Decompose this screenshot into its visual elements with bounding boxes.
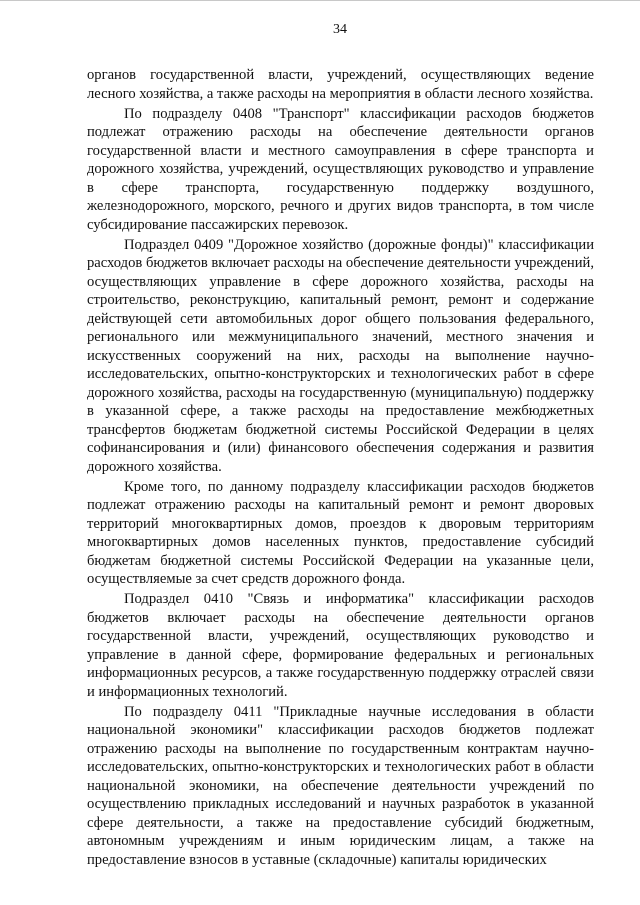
paragraph-road-fund-repairs: Кроме того, по данному подразделу классификации расходов бюджетов подлежат отражению расходы на капитальный ремонт и ремонт дворовых территорий многоквартирных домов, проездов к дворовым территориям многоквартирных домов населенных пунктов, предоставление субсидий бюджетам бюджетной системы Российской Федерации на указанные цели, осуществляемые за счет средств дорожного фонда. xyxy=(87,478,594,587)
paragraph-0409-road-economy: Подраздел 0409 "Дорожное хозяйство (дорожные фонды)" классификации расходов бюджетов включает расходы на обеспечение деятельности учреждений, осуществляющих управление в сфере дорожного хозяйства, расходы на строительство, реконструкцию, капитальный ремонт, ремонт и содержание действующей сети автомобильных дорог общего пользования федерального, регионального или межмуниципального значений, местного значения и искусственных сооружений на них, расходы на выполнение научно-исследовательских, опытно-конструкторских и технологических работ в сфере дорожного хозяйства, расходы на государственную (муниципальную) поддержку в указанной сфере, а также расходы на предоставление межбюджетных трансфертов бюджетам бюджетной системы Российской Федерации в целях софинансирования и (или) финансового обеспечения содержания и развития дорожного хозяйства. xyxy=(87,236,594,475)
page-number: 34 xyxy=(333,22,347,37)
document-body xyxy=(87,66,594,871)
top-edge-line xyxy=(0,0,640,1)
paragraph-continuation: органов государственной власти, учреждений, осуществляющих ведение лесного хозяйства, а также расходы на мероприятия в области лесного хозяйства. xyxy=(87,67,594,102)
paragraph-0410-communications: Подраздел 0410 "Связь и информатика" классификации расходов бюджетов включает расходы на обеспечение деятельности органов государственной власти, учреждений, осуществляющих руководство и управление в данной сфере, формирование федеральных и региональных информационных ресурсов, а также государственную поддержку отраслей связи и информационных технологий. xyxy=(87,591,594,700)
paragraph-0408-transport: По подразделу 0408 "Транспорт" классификации расходов бюджетов подлежат отражению расходы на обеспечение деятельности органов государственной власти и местного самоуправления в сфере транспорта и дорожного хозяйства, учреждений, осуществляющих руководство и управление в сфере транспорта, государственную поддержку воздушного, железнодорожного, морского, речного и других видов транспорта, в том числе субсидирование пассажирских перевозок. xyxy=(87,105,594,233)
paragraph-0411-applied-research: По подразделу 0411 "Прикладные научные исследования в области национальной экономики" классификации расходов бюджетов подлежат отражению расходы на выполнение по государственным контрактам научно-исследовательских, опытно-конструкторских и технологических работ в области национальной экономики, на обеспечение деятельности учреждений по осуществлению прикладных исследований и научных разработок в указанной сфере деятельности, а также на предоставление субсидий бюджетным, автономным учреждениям и иным юридическим лицам, а также на предоставление взносов в уставные (складочные) капиталы юридических xyxy=(87,703,594,868)
